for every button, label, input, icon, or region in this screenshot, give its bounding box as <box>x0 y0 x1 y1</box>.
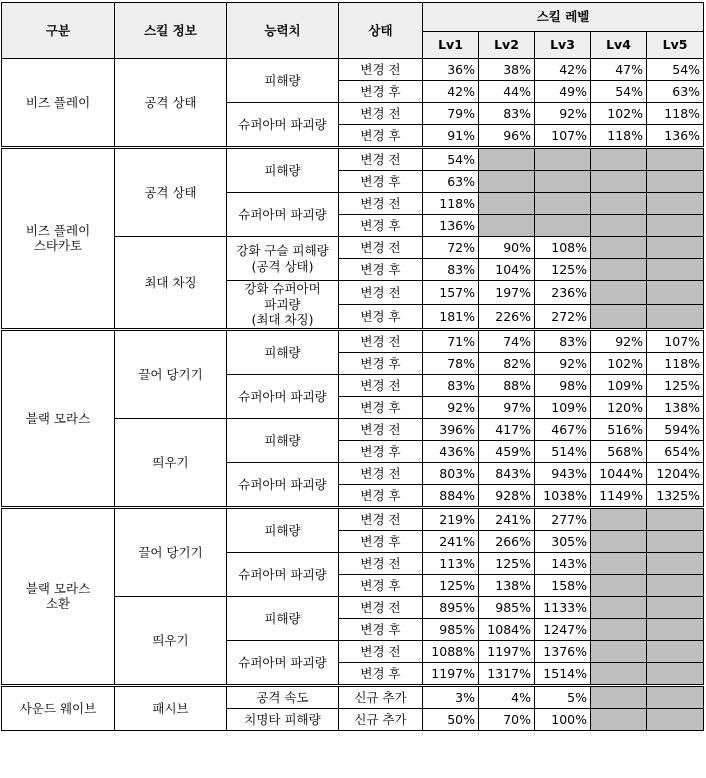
empty-level-cell <box>647 148 704 171</box>
level-value-cell: 50% <box>423 708 479 730</box>
stat-name-cell: 슈퍼아머 파괴량 <box>227 552 339 596</box>
group-name-cell: 블랙 모라스 <box>2 329 115 507</box>
status-cell: 변경 후 <box>339 440 423 462</box>
level-value-cell: 78% <box>423 352 479 374</box>
empty-level-cell <box>591 552 647 574</box>
level-value-cell: 108% <box>535 237 591 259</box>
status-cell: 변경 후 <box>339 171 423 193</box>
skill-change-table <box>1 2 704 731</box>
level-value-cell: 417% <box>479 418 535 440</box>
stat-name-cell: 치명타 피해량 <box>227 708 339 730</box>
level-value-cell: 71% <box>423 329 479 352</box>
level-value-cell: 843% <box>479 462 535 484</box>
table-row <box>2 59 704 81</box>
group-name-cell: 블랙 모라스 소환 <box>2 507 115 685</box>
empty-level-cell <box>591 618 647 640</box>
status-cell: 변경 전 <box>339 418 423 440</box>
status-cell: 변경 후 <box>339 396 423 418</box>
level-value-cell: 36% <box>423 59 479 81</box>
status-cell: 변경 후 <box>339 574 423 596</box>
stat-name-cell: 슈퍼아머 파괴량 <box>227 193 339 237</box>
level-value-cell: 72% <box>423 237 479 259</box>
group-name-cell: 비즈 플레이 스타카토 <box>2 148 115 330</box>
status-cell: 변경 후 <box>339 304 423 329</box>
level-value-cell: 83% <box>423 374 479 396</box>
stat-name-cell: 피해량 <box>227 596 339 640</box>
level-value-cell: 219% <box>423 507 479 530</box>
table-row <box>2 148 704 171</box>
status-cell: 변경 후 <box>339 352 423 374</box>
level-value-cell: 1088% <box>423 640 479 662</box>
empty-level-cell <box>591 596 647 618</box>
level-value-cell: 109% <box>535 396 591 418</box>
empty-level-cell <box>591 708 647 730</box>
level-value-cell: 1084% <box>479 618 535 640</box>
table-row <box>2 329 704 352</box>
empty-level-cell <box>591 171 647 193</box>
level-value-cell: 4% <box>479 685 535 708</box>
level-value-cell: 459% <box>479 440 535 462</box>
header-lv1: Lv1 <box>423 32 479 59</box>
empty-level-cell <box>591 193 647 215</box>
level-value-cell: 514% <box>535 440 591 462</box>
level-value-cell: 654% <box>647 440 704 462</box>
empty-level-cell <box>647 662 704 685</box>
level-value-cell: 1197% <box>479 640 535 662</box>
level-value-cell: 236% <box>535 281 591 305</box>
header-lv5: Lv5 <box>647 32 704 59</box>
level-value-cell: 70% <box>479 708 535 730</box>
header-group: 구분 <box>2 3 115 59</box>
stat-name-cell: 피해량 <box>227 507 339 552</box>
level-value-cell: 568% <box>591 440 647 462</box>
level-value-cell: 92% <box>535 352 591 374</box>
level-value-cell: 49% <box>535 81 591 103</box>
level-value-cell: 96% <box>479 125 535 148</box>
empty-level-cell <box>647 708 704 730</box>
level-value-cell: 82% <box>479 352 535 374</box>
level-value-cell: 125% <box>423 574 479 596</box>
level-value-cell: 1317% <box>479 662 535 685</box>
status-cell: 변경 후 <box>339 125 423 148</box>
empty-level-cell <box>591 574 647 596</box>
level-value-cell: 1247% <box>535 618 591 640</box>
level-value-cell: 1376% <box>535 640 591 662</box>
stat-name-cell: 슈퍼아머 파괴량 <box>227 640 339 685</box>
level-value-cell: 83% <box>535 329 591 352</box>
stat-name-cell: 슈퍼아머 파괴량 <box>227 462 339 507</box>
header-lv2: Lv2 <box>479 32 535 59</box>
status-cell: 변경 후 <box>339 618 423 640</box>
skill-info-cell: 끌어 당기기 <box>115 329 227 418</box>
level-value-cell: 1149% <box>591 484 647 507</box>
level-value-cell: 266% <box>479 530 535 552</box>
level-value-cell: 44% <box>479 81 535 103</box>
status-cell: 변경 후 <box>339 215 423 237</box>
level-value-cell: 98% <box>535 374 591 396</box>
status-cell: 신규 추가 <box>339 708 423 730</box>
level-value-cell: 1514% <box>535 662 591 685</box>
level-value-cell: 92% <box>591 329 647 352</box>
header-lv3: Lv3 <box>535 32 591 59</box>
level-value-cell: 241% <box>423 530 479 552</box>
stat-name-cell: 피해량 <box>227 59 339 103</box>
empty-level-cell <box>647 193 704 215</box>
status-cell: 변경 전 <box>339 596 423 618</box>
group-name-cell: 사운드 웨이브 <box>2 685 115 730</box>
empty-level-cell <box>647 171 704 193</box>
empty-level-cell <box>591 237 647 259</box>
level-value-cell: 88% <box>479 374 535 396</box>
header-status: 상태 <box>339 3 423 59</box>
stat-name-cell: 피해량 <box>227 148 339 193</box>
level-value-cell: 1204% <box>647 462 704 484</box>
level-value-cell: 100% <box>535 708 591 730</box>
empty-level-cell <box>591 685 647 708</box>
stat-name-cell: 공격 속도 <box>227 685 339 708</box>
level-value-cell: 54% <box>647 59 704 81</box>
level-value-cell: 83% <box>479 103 535 125</box>
empty-level-cell <box>479 215 535 237</box>
empty-level-cell <box>479 148 535 171</box>
empty-level-cell <box>647 507 704 530</box>
level-value-cell: 102% <box>591 103 647 125</box>
status-cell: 변경 후 <box>339 662 423 685</box>
level-value-cell: 884% <box>423 484 479 507</box>
level-value-cell: 594% <box>647 418 704 440</box>
status-cell: 변경 전 <box>339 507 423 530</box>
level-value-cell: 102% <box>591 352 647 374</box>
empty-level-cell <box>647 640 704 662</box>
level-value-cell: 226% <box>479 304 535 329</box>
level-value-cell: 38% <box>479 59 535 81</box>
stat-name-cell: 피해량 <box>227 418 339 462</box>
empty-level-cell <box>591 304 647 329</box>
level-value-cell: 92% <box>535 103 591 125</box>
level-value-cell: 74% <box>479 329 535 352</box>
level-value-cell: 305% <box>535 530 591 552</box>
level-value-cell: 47% <box>591 59 647 81</box>
status-cell: 변경 전 <box>339 59 423 81</box>
level-value-cell: 104% <box>479 259 535 281</box>
level-value-cell: 197% <box>479 281 535 305</box>
level-value-cell: 120% <box>591 396 647 418</box>
table-header <box>2 3 704 59</box>
status-cell: 변경 전 <box>339 193 423 215</box>
level-value-cell: 118% <box>647 352 704 374</box>
empty-level-cell <box>591 281 647 305</box>
header-skill-level: 스킬 레벨 <box>423 3 704 32</box>
level-value-cell: 54% <box>423 148 479 171</box>
empty-level-cell <box>591 148 647 171</box>
status-cell: 변경 후 <box>339 484 423 507</box>
empty-level-cell <box>647 237 704 259</box>
empty-level-cell <box>591 259 647 281</box>
empty-level-cell <box>647 552 704 574</box>
status-cell: 변경 전 <box>339 640 423 662</box>
level-value-cell: 79% <box>423 103 479 125</box>
empty-level-cell <box>647 281 704 305</box>
level-value-cell: 895% <box>423 596 479 618</box>
level-value-cell: 272% <box>535 304 591 329</box>
empty-level-cell <box>479 193 535 215</box>
level-value-cell: 436% <box>423 440 479 462</box>
level-value-cell: 118% <box>647 103 704 125</box>
level-value-cell: 985% <box>479 596 535 618</box>
header-row <box>2 3 704 32</box>
level-value-cell: 181% <box>423 304 479 329</box>
skill-info-cell: 최대 차징 <box>115 237 227 330</box>
status-cell: 변경 전 <box>339 462 423 484</box>
level-value-cell: 1325% <box>647 484 704 507</box>
status-cell: 변경 전 <box>339 552 423 574</box>
level-value-cell: 136% <box>423 215 479 237</box>
status-cell: 변경 후 <box>339 81 423 103</box>
level-value-cell: 985% <box>423 618 479 640</box>
stat-name-cell: 슈퍼아머 파괴량 <box>227 103 339 148</box>
level-value-cell: 3% <box>423 685 479 708</box>
level-value-cell: 125% <box>535 259 591 281</box>
level-value-cell: 241% <box>479 507 535 530</box>
level-value-cell: 91% <box>423 125 479 148</box>
level-value-cell: 97% <box>479 396 535 418</box>
level-value-cell: 107% <box>647 329 704 352</box>
level-value-cell: 42% <box>535 59 591 81</box>
level-value-cell: 1038% <box>535 484 591 507</box>
level-value-cell: 157% <box>423 281 479 305</box>
skill-info-cell: 공격 상태 <box>115 59 227 148</box>
level-value-cell: 516% <box>591 418 647 440</box>
skill-info-cell: 공격 상태 <box>115 148 227 237</box>
stat-name-cell: 슈퍼아머 파괴량 <box>227 374 339 418</box>
header-stat: 능력치 <box>227 3 339 59</box>
header-skill-info: 스킬 정보 <box>115 3 227 59</box>
empty-level-cell <box>647 530 704 552</box>
level-value-cell: 118% <box>591 125 647 148</box>
level-value-cell: 943% <box>535 462 591 484</box>
table-body <box>2 59 704 731</box>
stat-name-cell: 강화 슈퍼아머 파괴량 (최대 차징) <box>227 281 339 330</box>
empty-level-cell <box>647 596 704 618</box>
empty-level-cell <box>535 171 591 193</box>
level-value-cell: 467% <box>535 418 591 440</box>
status-cell: 변경 전 <box>339 374 423 396</box>
status-cell: 변경 전 <box>339 237 423 259</box>
level-value-cell: 113% <box>423 552 479 574</box>
level-value-cell: 1197% <box>423 662 479 685</box>
empty-level-cell <box>535 148 591 171</box>
group-name-cell: 비즈 플레이 <box>2 59 115 148</box>
level-value-cell: 63% <box>423 171 479 193</box>
level-value-cell: 107% <box>535 125 591 148</box>
empty-level-cell <box>591 215 647 237</box>
status-cell: 변경 전 <box>339 148 423 171</box>
status-cell: 변경 후 <box>339 530 423 552</box>
level-value-cell: 138% <box>479 574 535 596</box>
level-value-cell: 158% <box>535 574 591 596</box>
empty-level-cell <box>647 215 704 237</box>
level-value-cell: 125% <box>647 374 704 396</box>
level-value-cell: 125% <box>479 552 535 574</box>
level-value-cell: 1044% <box>591 462 647 484</box>
level-value-cell: 1133% <box>535 596 591 618</box>
level-value-cell: 83% <box>423 259 479 281</box>
level-value-cell: 90% <box>479 237 535 259</box>
level-value-cell: 396% <box>423 418 479 440</box>
status-cell: 변경 전 <box>339 103 423 125</box>
empty-level-cell <box>591 662 647 685</box>
stat-name-cell: 강화 구슬 피해량 (공격 상태) <box>227 237 339 281</box>
level-value-cell: 803% <box>423 462 479 484</box>
empty-level-cell <box>647 618 704 640</box>
empty-level-cell <box>647 304 704 329</box>
level-value-cell: 54% <box>591 81 647 103</box>
level-value-cell: 42% <box>423 81 479 103</box>
table-row <box>2 507 704 530</box>
level-value-cell: 277% <box>535 507 591 530</box>
empty-level-cell <box>647 574 704 596</box>
empty-level-cell <box>535 193 591 215</box>
level-value-cell: 5% <box>535 685 591 708</box>
empty-level-cell <box>535 215 591 237</box>
level-value-cell: 136% <box>647 125 704 148</box>
level-value-cell: 109% <box>591 374 647 396</box>
skill-info-cell: 패시브 <box>115 685 227 730</box>
level-value-cell: 138% <box>647 396 704 418</box>
level-value-cell: 143% <box>535 552 591 574</box>
level-value-cell: 928% <box>479 484 535 507</box>
empty-level-cell <box>591 640 647 662</box>
empty-level-cell <box>591 530 647 552</box>
empty-level-cell <box>479 171 535 193</box>
skill-info-cell: 끌어 당기기 <box>115 507 227 596</box>
level-value-cell: 92% <box>423 396 479 418</box>
empty-level-cell <box>647 259 704 281</box>
skill-info-cell: 띄우기 <box>115 596 227 685</box>
status-cell: 변경 전 <box>339 281 423 305</box>
empty-level-cell <box>591 507 647 530</box>
status-cell: 변경 전 <box>339 329 423 352</box>
skill-info-cell: 띄우기 <box>115 418 227 507</box>
status-cell: 신규 추가 <box>339 685 423 708</box>
level-value-cell: 118% <box>423 193 479 215</box>
status-cell: 변경 후 <box>339 259 423 281</box>
stat-name-cell: 피해량 <box>227 329 339 374</box>
empty-level-cell <box>647 685 704 708</box>
header-lv4: Lv4 <box>591 32 647 59</box>
level-value-cell: 63% <box>647 81 704 103</box>
table-row <box>2 685 704 708</box>
